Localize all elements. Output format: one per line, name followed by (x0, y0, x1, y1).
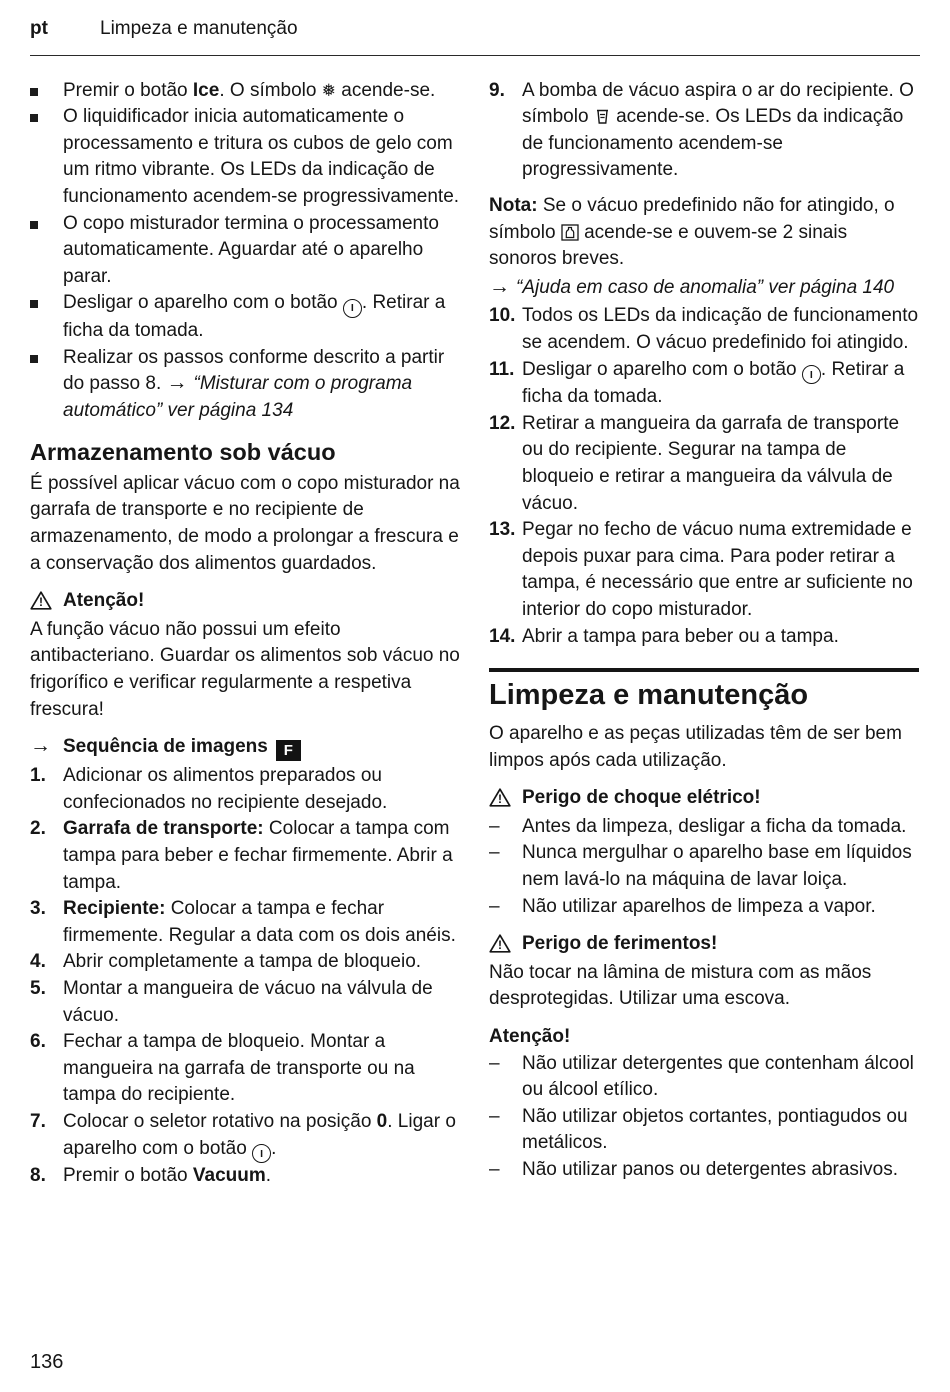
step-item (30, 976, 460, 1029)
step-number: 6. (30, 1031, 46, 1053)
running-title: Limpeza e manutenção (100, 18, 298, 39)
dash-item (489, 1157, 919, 1184)
step-item (489, 624, 919, 651)
step-number: 9. (489, 79, 505, 101)
step-item (489, 303, 919, 356)
step-number: 12. (489, 412, 516, 434)
svg-text:!: ! (498, 938, 502, 953)
cross-reference: “Misturar com o programa automático” ver página 134 (63, 373, 413, 421)
image-sequence-row (30, 734, 460, 761)
dash-marker: – (489, 1052, 500, 1074)
step-text: Fechar a tampa de bloqueio. Montar a mangueira na garrafa de transporte ou na tampa do recipiente. (63, 1031, 415, 1106)
step-text: Abrir a tampa para beber ou a tampa. (522, 625, 839, 647)
arrow-icon: → (166, 371, 188, 395)
dash-item (489, 894, 919, 921)
dash-text: Antes da limpeza, desligar a ficha da tomada. (522, 815, 907, 837)
dash-marker: – (489, 815, 500, 837)
step-item (30, 949, 460, 976)
step-item (489, 78, 919, 184)
arrow-icon: → (30, 734, 51, 758)
svg-text:!: ! (498, 792, 502, 807)
dash-item (489, 1104, 919, 1157)
page-header (30, 16, 920, 56)
step-number: 11. (489, 358, 515, 380)
step-number: 3. (30, 898, 46, 920)
dash-marker: – (489, 895, 500, 917)
step-text: Abrir completamente a tampa de bloqueio. (63, 951, 422, 973)
warning-triangle-icon (489, 934, 511, 953)
square-bullet-icon (30, 300, 38, 308)
step-number: 2. (30, 818, 46, 840)
arrow-icon: → (489, 274, 510, 298)
image-sequence-label: Sequência de imagens (63, 736, 268, 758)
bullet-marker (30, 78, 63, 105)
dash-item (489, 840, 919, 893)
step-item (30, 896, 460, 949)
chapter-heading: Limpeza e manutenção (489, 679, 809, 712)
vacuum-error-symbol-icon (561, 224, 579, 241)
step-number: 14. (489, 625, 516, 647)
cross-reference-row (489, 275, 919, 302)
page-number: 136 (30, 1351, 64, 1373)
bullet-marker (30, 211, 63, 238)
step-item (30, 1109, 460, 1163)
bullet-marker (30, 345, 63, 372)
step-text: Montar a mangueira de vácuo na válvula de vácuo. (63, 977, 433, 1026)
bullet-item (30, 345, 460, 425)
step-number: 1. (30, 765, 46, 787)
step-text: Todos os LEDs da indicação de funcionamento se acendem. O vácuo predefinido foi atingido. (522, 305, 919, 353)
power-button-icon: I (252, 1144, 271, 1163)
bullet-item (30, 78, 460, 105)
dash-text: Não utilizar detergentes que contenham álcool ou álcool etílico. (522, 1052, 914, 1101)
square-bullet-icon (30, 114, 38, 122)
step-text: Retirar a mangueira da garrafa de transporte ou do recipiente. Segurar na tampa de bloqueio e retirar a mangueira da válvula de vácuo. (522, 412, 900, 514)
two-column-layout (30, 78, 920, 1190)
step-text: Colocar o seletor rotativo na posição 0. Ligar o aparelho com o botão I . (63, 1109, 460, 1163)
caution-title-row (489, 1024, 919, 1051)
bullet-item (30, 211, 460, 291)
paragraph: Não tocar na lâmina de mistura com as mãos desprotegidas. Utilizar uma escova. (489, 961, 872, 1010)
warning-row (489, 785, 919, 812)
step-item (489, 411, 919, 517)
bullet-item (30, 104, 460, 210)
power-button-icon: I (802, 365, 821, 384)
dash-text: Não utilizar objetos cortantes, pontiagudos ou metálicos. (522, 1105, 908, 1154)
svg-text:!: ! (39, 595, 43, 610)
bullet-text: O liquidificador inicia automaticamente o processamento e tritura os cubos de gelo com um ritmo vibrante. Os LEDs da indicação de funcionamento acendem-se progressivamente. (63, 106, 460, 207)
warning-title: Perigo de ferimentos! (522, 933, 718, 955)
step-text: Garrafa de transporte: Colocar a tampa com tampa para beber e fechar firmemente. Abrir a tampa. (63, 818, 453, 893)
cross-reference: “Ajuda em caso de anomalia” ver página 140 (516, 276, 895, 298)
dash-marker: – (489, 1105, 500, 1127)
square-bullet-icon (30, 355, 38, 363)
power-button-icon: I (343, 299, 362, 318)
step-number: 8. (30, 1165, 46, 1187)
image-sequence-letter-box: F (276, 740, 301, 761)
bullet-marker (30, 290, 63, 317)
bullet-text: Desligar o aparelho com o botão I . Retirar a ficha da tomada. (63, 292, 446, 342)
bullet-text: Realizar os passos conforme descrito a partir do passo 8. → “Misturar com o programa automático” ver página 134 (63, 346, 445, 421)
note-label: Nota: (489, 194, 538, 216)
step-text: Recipiente: Colocar a tampa e fechar firmemente. Regular a data com os dois anéis. (63, 898, 456, 946)
note-paragraph: Nota: Se o vácuo predefinido não for atingido, o símbolo acende-se e ouvem-se 2 sinais sonoros breves. (489, 194, 895, 270)
warning-triangle-icon (30, 591, 52, 610)
warning-marker (489, 785, 522, 807)
bullet-item (30, 290, 460, 344)
step-text: Pegar no fecho de vácuo numa extremidade e depois puxar para cima. Para poder retirar a tampa, é necessário que entre ar suficiente no interior do copo misturador. (522, 519, 913, 621)
warning-title: Perigo de choque elétrico! (522, 787, 761, 809)
step-item (489, 357, 919, 411)
caution-title: Atenção! (489, 1025, 571, 1047)
warning-marker (30, 588, 63, 610)
dash-text: Nunca mergulhar o aparelho base em líquidos nem lavá-lo na máquina de lavar loiça. (522, 842, 912, 890)
bullet-text: Premir o botão Ice. O símbolo ❅ acende-se. (63, 79, 436, 101)
dash-marker: – (489, 842, 500, 864)
step-item (30, 816, 460, 896)
dash-text: Não utilizar panos ou detergentes abrasivos. (522, 1158, 899, 1180)
warning-title: Atenção! (63, 590, 145, 612)
step-item (30, 1029, 460, 1109)
dash-item (489, 1051, 919, 1104)
step-item (30, 763, 460, 816)
warning-row (30, 588, 460, 615)
step-text: Adicionar os alimentos preparados ou confecionados no recipiente desejado. (63, 765, 388, 813)
ice-symbol-icon: ❅ (321, 80, 336, 100)
square-bullet-icon (30, 88, 38, 96)
chapter-section (489, 668, 919, 713)
paragraph: O aparelho e as peças utilizadas têm de ser bem limpos após cada utilização. (489, 723, 902, 771)
square-bullet-icon (30, 221, 38, 229)
paragraph: É possível aplicar vácuo com o copo misturador na garrafa de transporte e no recipiente de armazenamento, de modo a prolongar a frescura e a conservação dos alimentos guardados. (30, 472, 460, 574)
step-number: 13. (489, 519, 516, 541)
dash-text: Não utilizar aparelhos de limpeza a vapor. (522, 895, 876, 917)
language-code: pt (30, 18, 48, 39)
step-text: A bomba de vácuo aspira o ar do recipiente. O símbolo acende-se. Os LEDs da indicação de funcionamento acendem-se progressivamente. (522, 79, 914, 181)
warning-row (489, 931, 919, 958)
step-number: 7. (30, 1110, 46, 1132)
step-number: 10. (489, 305, 516, 327)
step-number: 4. (30, 951, 46, 973)
paragraph: A função vácuo não possui um efeito antibacteriano. Guardar os alimentos sob vácuo no frigorífico e verificar regularmente a respetiva frescura! (30, 618, 460, 720)
warning-triangle-icon (489, 788, 511, 807)
left-column (30, 78, 460, 1190)
bullet-text: O copo misturador termina o processamento automaticamente. Aguardar até o aparelho parar. (63, 212, 439, 287)
right-column (489, 78, 919, 1190)
step-text: Premir o botão Vacuum. (63, 1165, 272, 1187)
step-item (30, 1163, 460, 1190)
dash-marker: – (489, 1158, 500, 1180)
section-heading: Armazenamento sob vácuo (30, 439, 336, 466)
dash-item (489, 814, 919, 841)
bullet-marker (30, 104, 63, 131)
step-text: Desligar o aparelho com o botão I . Retirar a ficha da tomada. (522, 358, 905, 408)
vacuum-symbol-icon (594, 108, 611, 125)
step-number: 5. (30, 977, 46, 999)
step-item (489, 517, 919, 623)
warning-marker (489, 931, 522, 953)
